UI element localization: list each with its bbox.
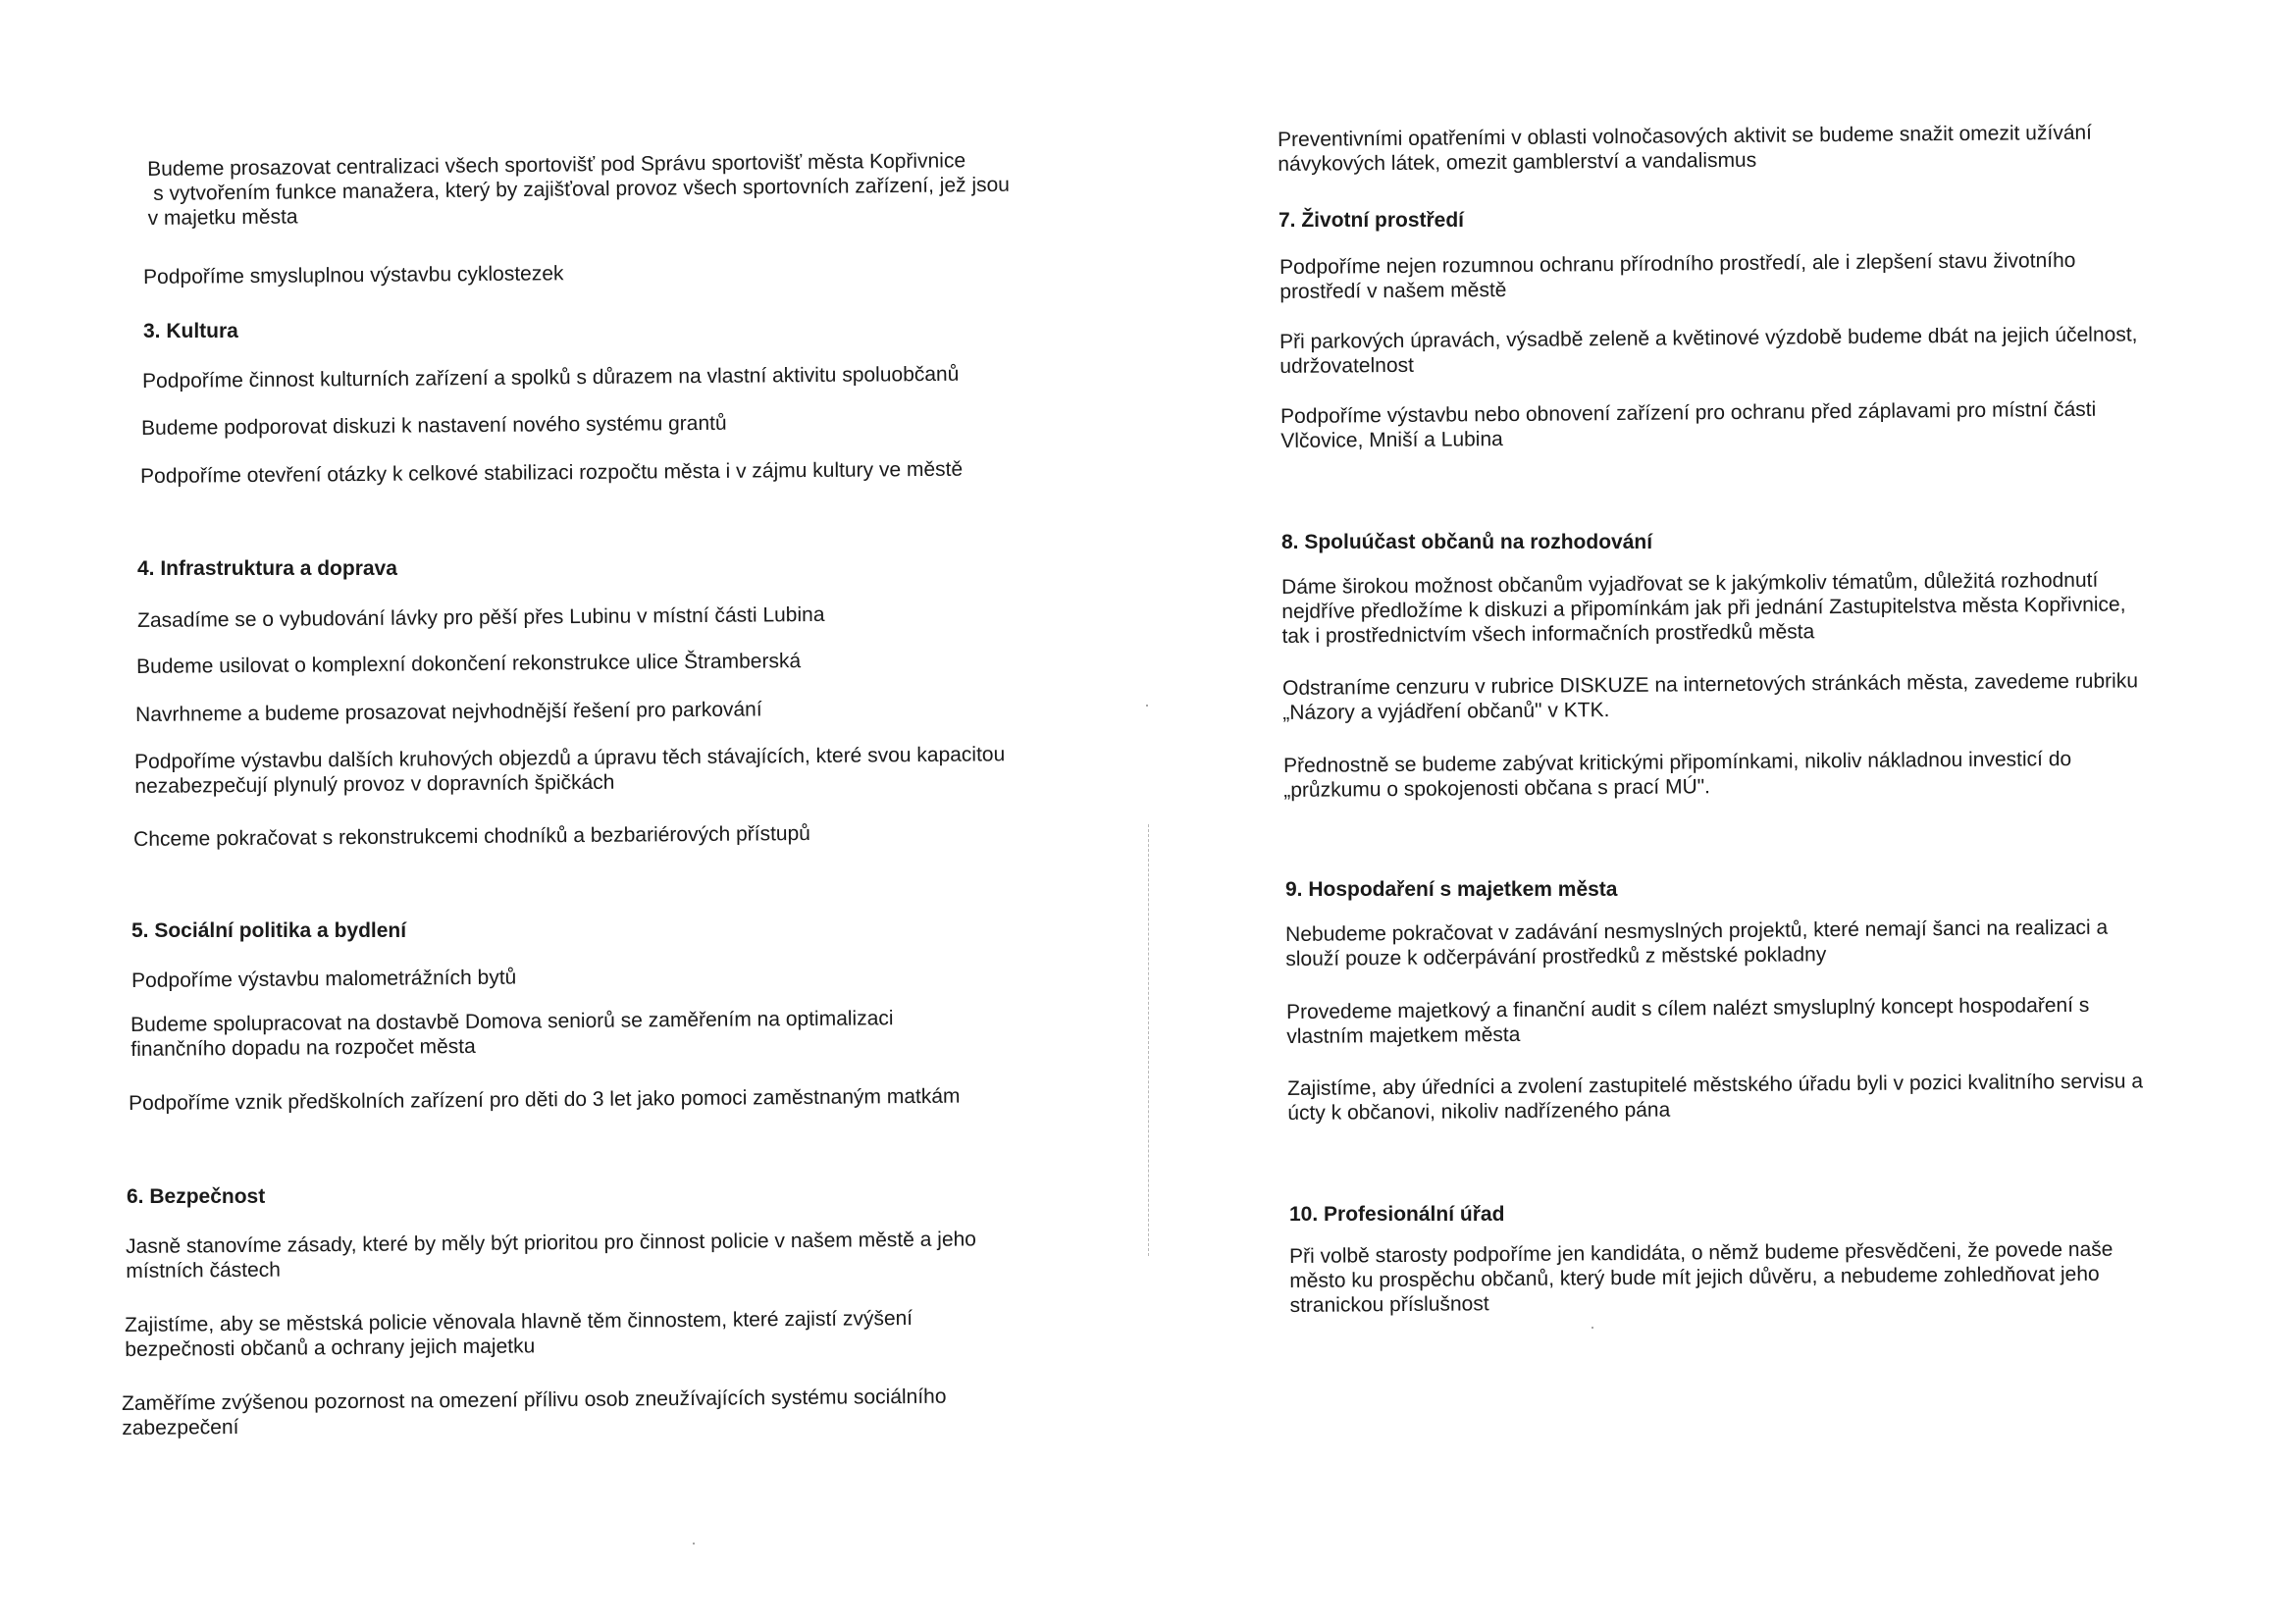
heading-culture: 3. Kultura: [143, 320, 238, 342]
paragraph-social-2: Budeme spolupracovat na dostavbě Domova seniorů se zaměřením na optimalizaci finančního dopadu na rozpočet města: [130, 1007, 894, 1061]
page-fold-line: [1148, 824, 1149, 1256]
paragraph-safety-1: Jasně stanovíme zásady, které by měly být prioritou pro činnost policie v našem městě a jeho místních částech: [126, 1228, 977, 1283]
heading-social-policy: 5. Sociální politika a bydlení: [131, 919, 407, 942]
scan-speck: [1592, 1327, 1593, 1329]
paragraph-environment-3: Podpoříme výstavbu nebo obnovení zařízení pro ochranu před záplavami pro místní části Vlčovice, Mniší a Lubina: [1280, 397, 2097, 452]
paragraph-environment-1: Podpoříme nejen rozumnou ochranu přírodního prostředí, ale i zlepšení stavu životního prostředí v našem městě: [1279, 248, 2076, 303]
scan-speck: [693, 1543, 695, 1544]
paragraph-social-1: Podpoříme výstavbu malometrážních bytů: [131, 966, 517, 992]
paragraph-property-3: Zajistíme, aby úředníci a zvolení zastupitelé městského úřadu byli v pozici kvalitního servisu a úcty k občanovi, nikoliv nadřízeného pána: [1287, 1070, 2144, 1125]
paragraph-safety-3: Zaměříme zvýšenou pozornost na omezení přílivu osob zneužívajících systému sociálního zabezpečení: [122, 1385, 947, 1440]
paragraph-infra-5: Chceme pokračovat s rekonstrukcemi chodníků a bezbariérových přístupů: [133, 821, 811, 851]
paragraph-participation-2: Odstraníme cenzuru v rubrice DISKUZE na internetových stránkách města, zavedeme rubriku „Názory a vyjádření občanů" v KTK.: [1282, 669, 2139, 724]
paragraph-environment-2: Při parkových úpravách, výsadbě zeleně a květinové výzdobě budeme dbát na jejich účelnost, udržovatelnost: [1279, 323, 2138, 378]
paragraph-social-3: Podpoříme vznik předškolních zařízení pro děti do 3 let jako pomoci zaměstnaným matkám: [129, 1084, 961, 1115]
paragraph-safety-2: Zajistíme, aby se městská policie věnovala hlavně těm činnostem, které zajistí zvýšení bezpečnosti občanů a ochrany jejich majetku: [125, 1306, 913, 1361]
paragraph-infra-2: Budeme usilovat o komplexní dokončení rekonstrukce ulice Štramberská: [136, 650, 802, 678]
paragraph-property-2: Provedeme majetkový a finanční audit s cílem nalézt smysluplný koncept hospodaření s vlastním majetkem města: [1286, 993, 2090, 1048]
paragraph-culture-3: Podpoříme otevření otázky k celkové stabilizaci rozpočtu města i v zájmu kultury ve městě: [140, 457, 964, 488]
paragraph-culture-1: Podpoříme činnost kulturních zařízení a spolků s důrazem na vlastní aktivitu spoluobčanů: [142, 362, 960, 393]
paragraph-prevention: Preventivními opatřeními v oblasti volnočasových aktivit se budeme snažit omezit užívání návykových látek, omezit gamblerství a vandalismus: [1278, 121, 2093, 176]
paragraph-participation-1: Dáme širokou možnost občanům vyjadřovat se k jakýmkoliv tématům, důležitá rozhodnutí nejdříve předložíme k diskuzi a připomínkám jak při jednání Zastupitelstva města Kopřivnice, tak i prostřednictvím všech informačních prostředků města: [1281, 568, 2126, 648]
heading-infrastructure: 4. Infrastruktura a doprava: [137, 557, 397, 580]
paragraph-office-1: Při volbě starosty podpoříme jen kandidáta, o němž budeme přesvědčeni, že povede naše město ku prospěchu občanů, který bude mít jejich důvěru, a nebudeme zohledňovat jeho stranickou příslušnost: [1289, 1237, 2113, 1317]
heading-safety: 6. Bezpečnost: [127, 1185, 266, 1208]
paragraph-property-1: Nebudeme pokračovat v zadávání nesmyslných projektů, které nemají šanci na realizaci a slouží pouze k odčerpávání prostředků z městské pokladny: [1285, 916, 2109, 970]
paragraph-cycle-paths: Podpoříme smysluplnou výstavbu cyklostezek: [143, 262, 564, 288]
scan-speck: [1146, 705, 1148, 707]
heading-environment: 7. Životní prostředí: [1278, 209, 1465, 232]
heading-citizen-participation: 8. Spoluúčast občanů na rozhodování: [1281, 531, 1653, 553]
paragraph-infra-1: Zasadíme se o vybudování lávky pro pěší přes Lubinu v místní části Lubina: [137, 602, 825, 632]
right-page: [1148, 0, 2296, 1623]
heading-professional-office: 10. Profesionální úřad: [1289, 1203, 1505, 1226]
paragraph-participation-3: Přednostně se budeme zabývat kritickými připomínkami, nikoliv nákladnou investicí do „průzkumu o spokojenosti občana s prací MÚ".: [1283, 747, 2072, 802]
heading-property-management: 9. Hospodaření s majetkem města: [1285, 878, 1618, 901]
paragraph-infra-3: Navrhneme a budeme prosazovat nejvhodnější řešení pro parkování: [135, 698, 762, 726]
paragraph-culture-2: Budeme podporovat diskuzi k nastavení nového systému grantů: [141, 411, 727, 440]
paragraph-sport-centralization: Budeme prosazovat centralizaci všech sportovišť pod Správu sportovišť města Kopřivnice s vytvořením funkce manažera, který by zajišťoval provoz všech sportovních zařízení, jež jsou v majetku města: [147, 149, 1011, 230]
paragraph-infra-4: Podpoříme výstavbu dalších kruhových objezdů a úpravu těch stávajících, které svou kapacitou nezabezpečují plynulý provoz v dopravních špičkách: [134, 743, 1006, 798]
